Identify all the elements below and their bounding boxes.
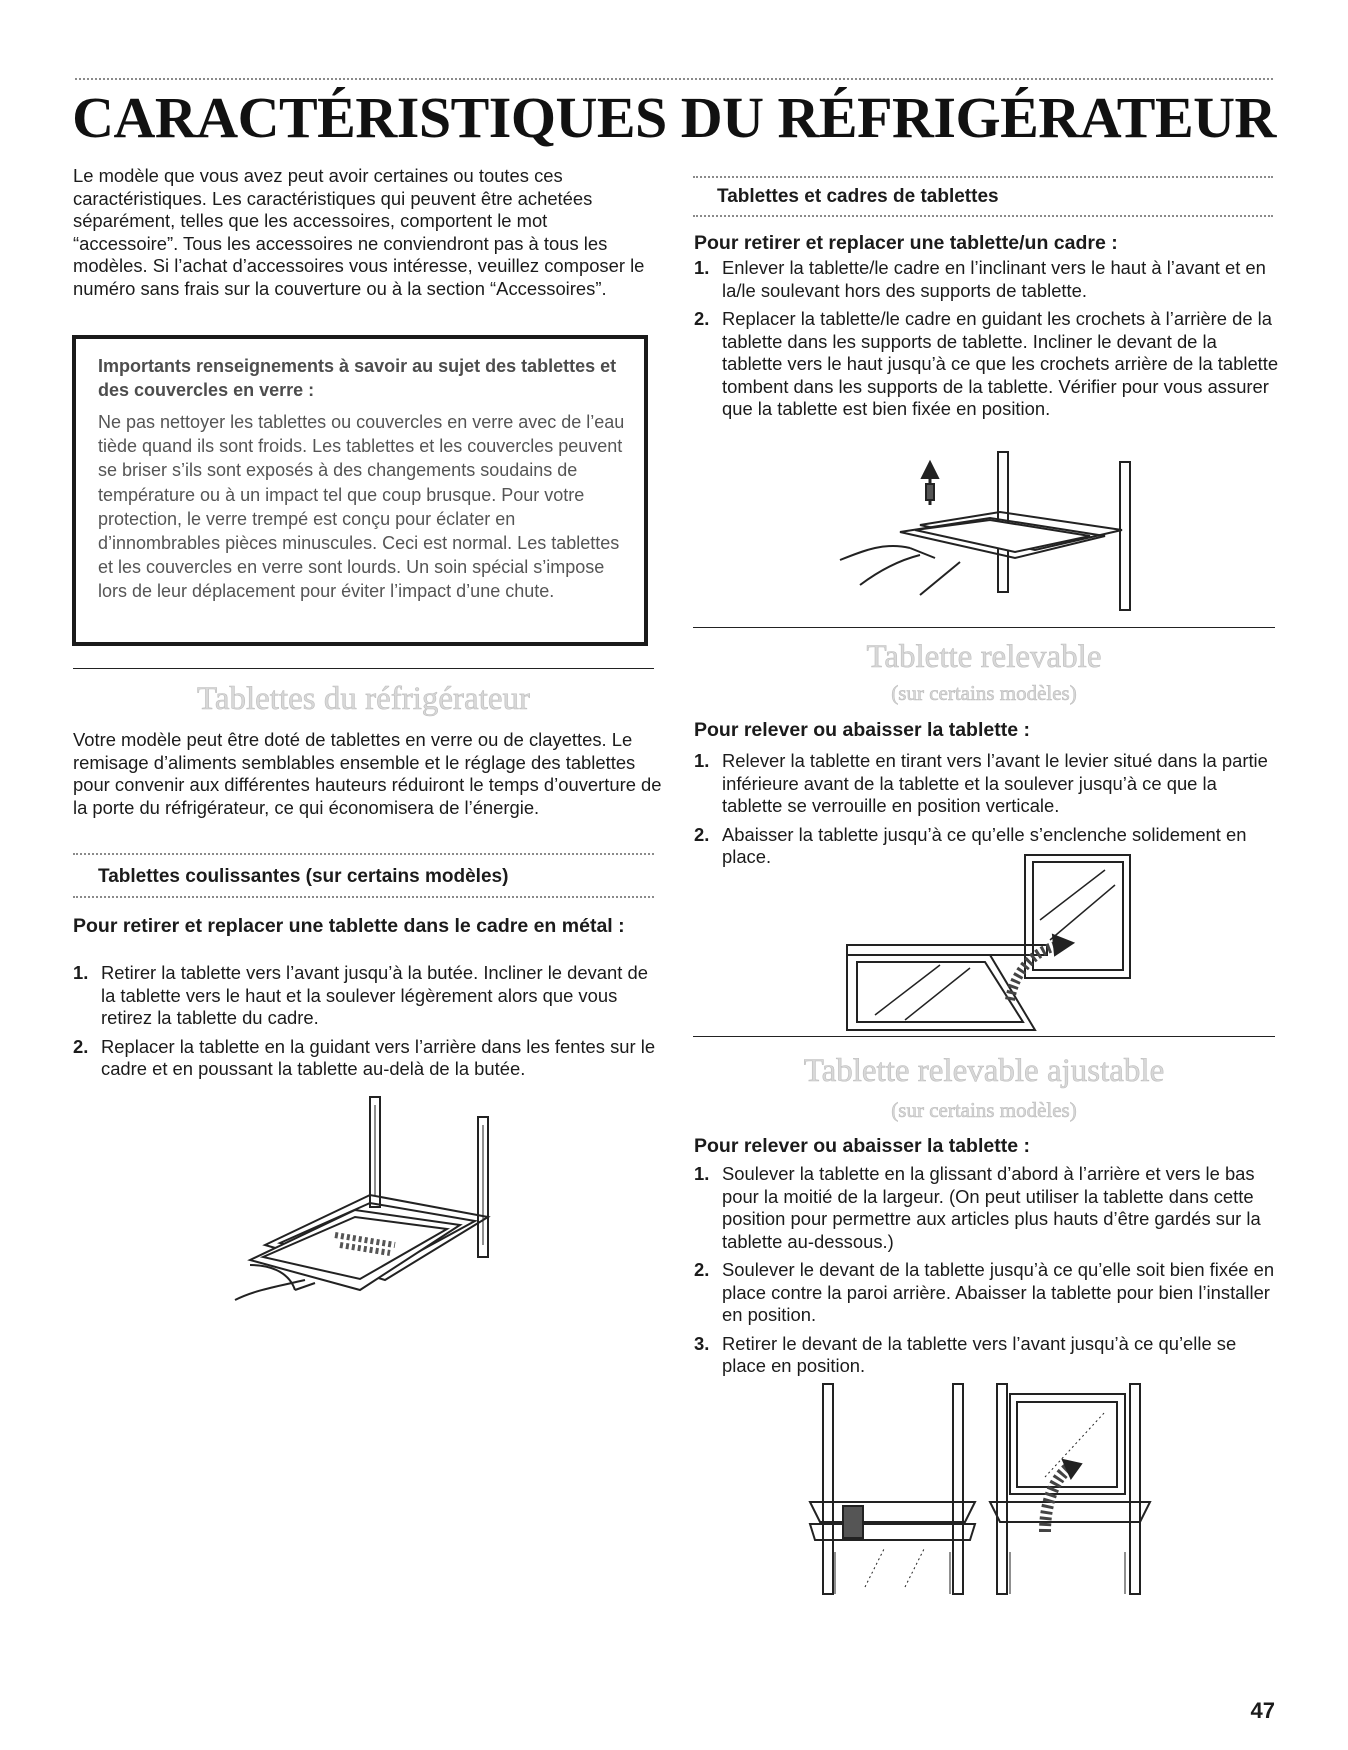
- subsection-rule-bottom: [73, 896, 654, 898]
- list-item: 2. Abaisser la tablette jusqu’à ce qu’elle s’enclenche solidement en place.: [694, 823, 1247, 867]
- page-number: 47: [1250, 1698, 1275, 1723]
- subsection-title-sliding: Tablettes coulissantes (sur certains modèles): [98, 866, 509, 887]
- list-item: 2. Soulever le devant de la tablette jusqu’à ce qu’elle soit bien fixée en place contre la paroi arrière. Abaisser la tablette pour bien l’installer en position.: [694, 1259, 1275, 1325]
- section-title-adjustable-flip-up: Tablette relevable ajustable: [803, 1053, 1165, 1089]
- list-item: 1. Enlever la tablette/le cadre en l’inclinant vers le haut à l’avant et en la/le soulevant hors des supports de tablette.: [694, 257, 1266, 301]
- section-subtitle-adjustable: (sur certains modèles): [891, 1098, 1077, 1122]
- list-item: 1. Relever la tablette en tirant vers l’avant le levier situé dans la partie inférieure avant de la tablette et la soulever jusqu’à ce que la tablette se verrouille en position verticale.: [694, 750, 1268, 816]
- shelf-frame-illustration: [840, 450, 1140, 610]
- page-title: CARACTÉRISTIQUES DU RÉFRIGÉRATEUR: [72, 85, 1276, 150]
- sliding-shelf-illustration: [235, 1095, 505, 1305]
- list-item: 1. Retirer la tablette vers l’avant jusqu’à la butée. Incliner le devant de la tablette vers le haut et la soulever légèrement alors que vous retirez la tablette du cadre.: [73, 962, 648, 1028]
- procedure-title-flip-up: Pour relever ou abaisser la tablette :: [694, 719, 1030, 741]
- top-rule: [75, 78, 1273, 80]
- divider-adjustable: [693, 1036, 1275, 1037]
- list-item: 2. Replacer la tablette/le cadre en guidant les crochets à l’arrière de la tablette dans les supports de tablette. Incliner le devant de la tablette vers le haut jusqu’à ce que les crochets arrière de la tablette tombent dans les supports de la tablette. Vérifier pour vous assurer que la tablette est bien fixée en position.: [694, 308, 1279, 419]
- warning-box: [72, 335, 648, 646]
- section-paragraph: Votre modèle peut être doté de tablettes en verre ou de clayettes. Le remisage d’aliments semblables ensemble et le réglage des tablettes pour convenir aux différentes hauteurs réduiront le temps d’ouverture de la porte du réfrigérateur, ce qui économisera de l’énergie.: [73, 729, 662, 818]
- flip-up-shelf-illustration: [845, 850, 1135, 1030]
- intro-paragraph: Le modèle que vous avez peut avoir certaines ou toutes ces caractéristiques. Les caractéristiques qui peuvent être achetées séparément, telles que les accessoires, comportent le mot “accessoire”. Tous les accessoires ne conviendront pas à tous les modèles. Si l’achat d’accessoires vous intéresse, veuillez composer le numéro sans frais sur la couverture ou à la section “Accessoires”.: [73, 165, 645, 299]
- subsection-rule-top: [73, 853, 654, 855]
- list-item: 3. Retirer le devant de la tablette vers l’avant jusqu’à ce qu’elle se place en position.: [694, 1332, 1237, 1376]
- steps-list-adjustable: [694, 1163, 1279, 1384]
- warning-title: Importants renseignements à savoir au sujet des tablettes et des couvercles en verre :: [98, 356, 617, 400]
- divider-flip-up: [693, 627, 1275, 628]
- adjustable-shelf-illustration-right: [985, 1382, 1155, 1597]
- right-subsection-rule-top: [693, 176, 1273, 178]
- procedure-title-adjustable: Pour relever ou abaisser la tablette :: [694, 1135, 1030, 1157]
- section-title-flip-up-shelf: Tablette relevable: [866, 639, 1102, 675]
- subsection-title-shelves-frames: Tablettes et cadres de tablettes: [717, 186, 999, 207]
- procedure-title-metal-frame: Pour retirer et replacer une tablette dans le cadre en métal :: [73, 915, 625, 937]
- procedure-title-shelf-frame: Pour retirer et replacer une tablette/un cadre :: [694, 232, 1118, 254]
- list-item: 1. Soulever la tablette en la glissant d’abord à l’arrière et vers le bas pour la moitié de la largeur. (On peut utiliser la tablette dans cette position pour permettre aux articles plus hauts d’être gardés sur la tablette au-dessous.): [694, 1163, 1261, 1252]
- adjustable-shelf-illustration-left: [805, 1382, 980, 1597]
- right-subsection-rule-bottom: [693, 215, 1273, 217]
- section-divider: [73, 668, 654, 669]
- section-title-refrigerator-shelves: Tablettes du réfrigérateur: [196, 681, 530, 717]
- steps-list-left: [73, 962, 658, 1087]
- steps-list-right: [694, 257, 1279, 427]
- warning-body: Ne pas nettoyer les tablettes ou couvercles en verre avec de l’eau tiède quand ils sont froids. Les tablettes et les couvercles peuvent se briser s’ils sont exposés à des changements soudains de température ou à un impact tel que coup brusque. Pour votre protection, le verre trempé est conçu pour éclater en d’innombrables pièces minuscules. Ceci est normal. Les tablettes et les couvercles en verre sont lourds. Un soin spécial s’impose lors de leur déplacement pour éviter l’impact d’une chute.: [98, 412, 625, 602]
- section-subtitle-flip-up: (sur certains modèles): [891, 681, 1077, 705]
- list-item: 2. Replacer la tablette en la guidant vers l’arrière dans les fentes sur le cadre et en poussant la tablette au-delà de la butée.: [73, 1035, 656, 1079]
